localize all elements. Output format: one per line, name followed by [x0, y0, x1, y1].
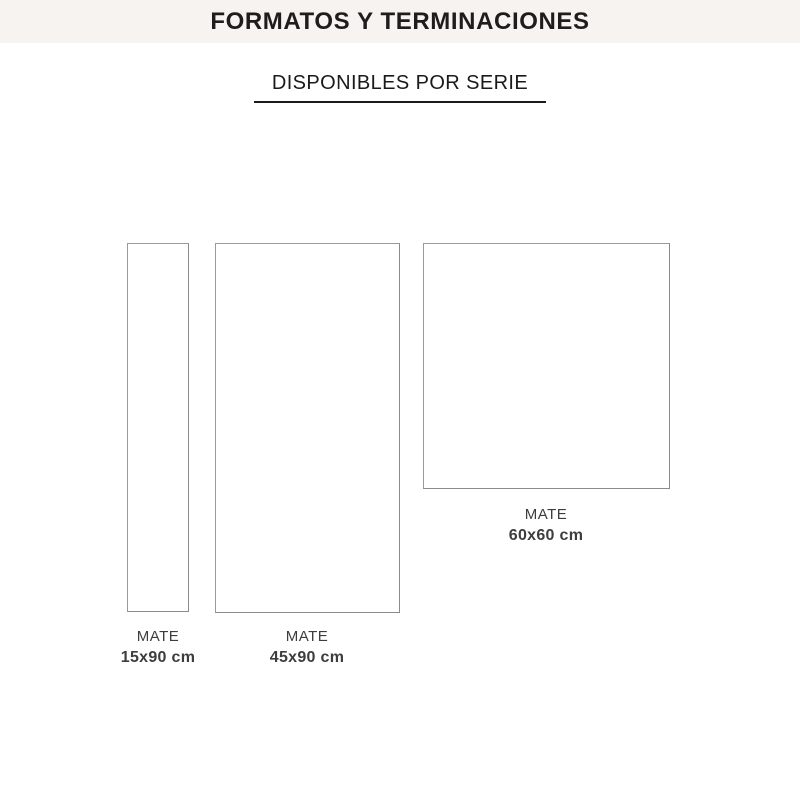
- tile-outline-60x60: [423, 243, 670, 489]
- header-band: [0, 0, 800, 43]
- tile-outline-15x90: [127, 243, 189, 612]
- finish-label: MATE: [524, 506, 568, 523]
- tile-outline-45x90: [215, 243, 400, 613]
- subtitle-row: [0, 72, 800, 103]
- tile-label-60x60: [471, 504, 621, 547]
- tile-label-15x90: [83, 626, 233, 669]
- finish-label: MATE: [285, 628, 329, 645]
- size-label: 15x90 cm: [120, 649, 196, 666]
- tile-label-45x90: [232, 626, 382, 669]
- section-subtitle: DISPONIBLES POR SERIE: [254, 72, 546, 103]
- page-title: FORMATOS Y TERMINACIONES: [210, 7, 590, 35]
- finish-label: MATE: [136, 628, 180, 645]
- size-label: 60x60 cm: [508, 527, 584, 544]
- size-label: 45x90 cm: [269, 649, 345, 666]
